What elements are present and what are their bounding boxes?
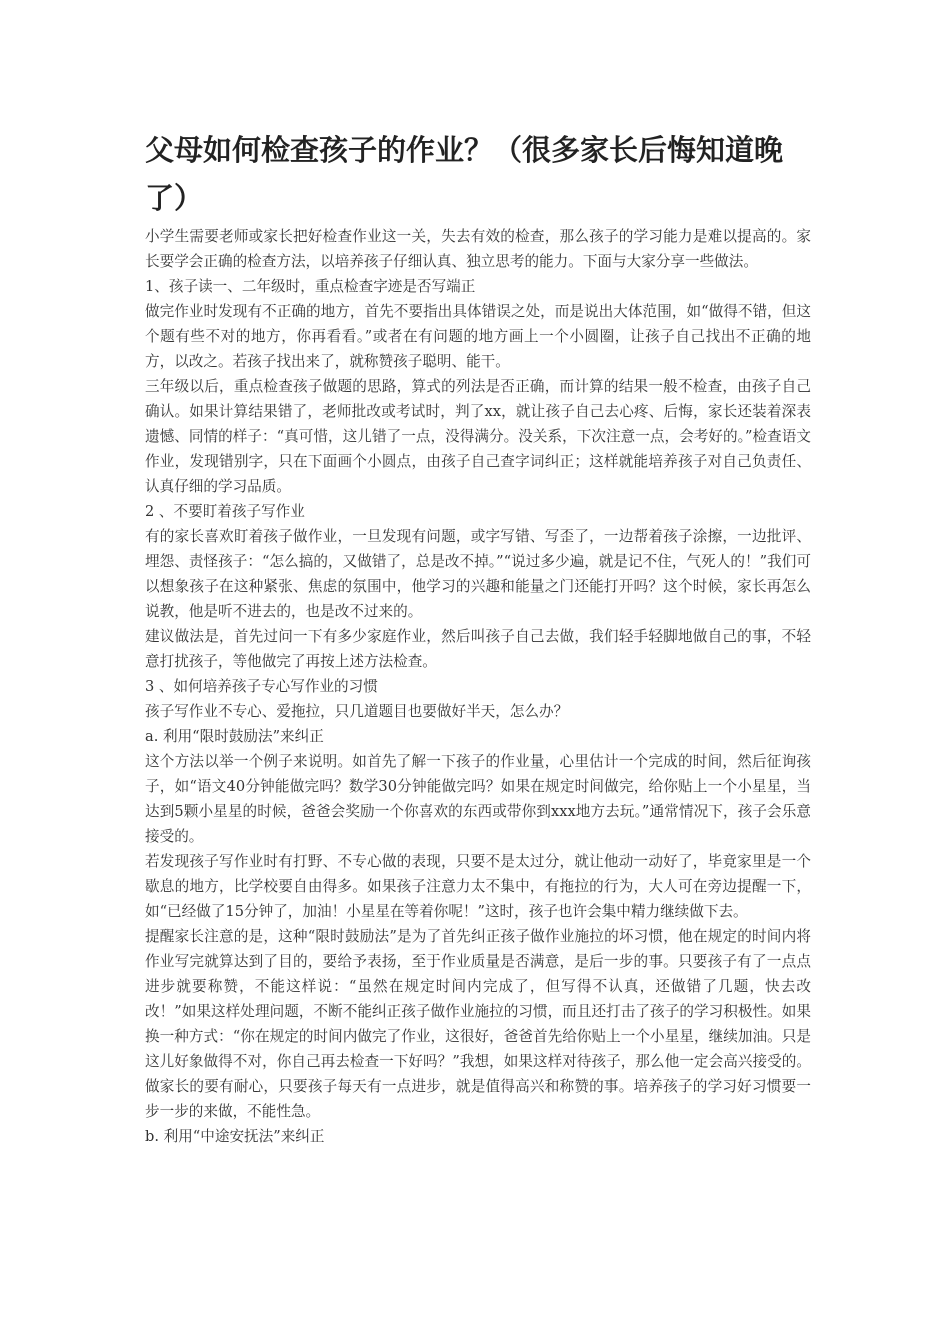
body-paragraph: 有的家长喜欢盯着孩子做作业，一旦发现有问题，或字写错、写歪了，一边帮着孩子涂擦，一边批评、埋怨、责怪孩子：“怎么搞的，又做错了，总是改不掉。”“说过多少遍，就是记不住，气死人的！”我们可以想象孩子在这种紧张、焦虑的氛围中，他学习的兴趣和能量之门还能打开吗？这个时候，家长再怎么说教，他是听不进去的，也是改不过来的。 [145, 528, 811, 620]
document-title: 父母如何检查孩子的作业？（很多家长后悔知道晚了） [145, 133, 784, 215]
body-paragraph: 这个方法以举一个例子来说明。如首先了解一下孩子的作业量，心里估计一个完成的时间，然后征询孩子，如“语文40分钟能做完吗？数学30分钟能做完吗？如果在规定时间做完，给你贴上一个小星星，当达到5颗小星星的时候，爸爸会奖励一个你喜欢的东西或带你到xxx地方去玩。”通常情况下，孩子会乐意接受的。 [145, 753, 811, 845]
body-paragraph: 提醒家长注意的是，这种“限时鼓励法”是为了首先纠正孩子做作业施拉的坏习惯，他在规定的时间内将作业写完就算达到了目的，要给予表扬，至于作业质量是否满意，是后一步的事。只要孩子有了一点点进步就要称赞，不能这样说：“虽然在规定时间内完成了，但写得不认真，还做错了几题，快去改改！”如果这样处理问题，不断不能纠正孩子做作业施拉的习惯，而且还打击了孩子的学习积极性。如果换一种方式：“你在规定的时间内做完了作业，这很好，爸爸首先给你贴上一个小星星，继续加油。只是这儿好象做得不对，你自己再去检查一下好吗？”我想，如果这样对待孩子，那么他一定会高兴接受的。做家长的要有耐心，只要孩子每天有一点进步，就是值得高兴和称赞的事。培养孩子的学习好习惯要一步一步的来做，不能性急。 [145, 928, 811, 1120]
section-heading-3: 3 、如何培养孩子专心写作业的习惯 [145, 678, 378, 695]
body-paragraph: 若发现孩子写作业时有打野、不专心做的表现，只要不是太过分，就让他动一动好了，毕竟家里是一个歇息的地方，比学校要自由得多。如果孩子注意力太不集中，有拖拉的行为，大人可在旁边提醒一下，如“已经做了15分钟了，加油！小星星在等着你呢！”这时，孩子也许会集中精力继续做下去。 [145, 853, 811, 920]
document-page [145, 126, 811, 1149]
intro-paragraph: 小学生需要老师或家长把好检查作业这一关，失去有效的检查，那么孩子的学习能力是难以提高的。家长要学会正确的检查方法，以培养孩子仔细认真、独立思考的能力。下面与大家分享一些做法。 [145, 228, 811, 270]
body-paragraph: 孩子写作业不专心、爱拖拉，只几道题目也要做好半天，怎么办？ [145, 703, 569, 720]
section-heading-1: 1、孩子读一、二年级时，重点检查字迹是否写端正 [145, 278, 476, 295]
section-heading-2: 2 、不要盯着孩子写作业 [145, 503, 305, 520]
subsection-heading-b: b. 利用“中途安抚法”来纠正 [145, 1128, 325, 1145]
subsection-heading-a: a. 利用“限时鼓励法”来纠正 [145, 728, 324, 745]
body-paragraph: 建议做法是，首先过问一下有多少家庭作业，然后叫孩子自己去做，我们轻手轻脚地做自己的事，不轻意打扰孩子，等他做完了再按上述方法检查。 [145, 628, 811, 670]
body-paragraph: 三年级以后，重点检查孩子做题的思路，算式的列法是否正确，而计算的结果一般不检查，由孩子自己确认。如果计算结果错了，老师批改或考试时，判了xx，就让孩子自己去心疼、后悔，家长还装着深表遗憾、同情的样子：“真可惜，这儿错了一点，没得满分。没关系，下次注意一点，会考好的。”检查语文作业，发现错别字，只在下面画个小圆点，由孩子自己查字词纠正；这样就能培养孩子对自己负责任、认真仔细的学习品质。 [145, 378, 811, 495]
body-paragraph: 做完作业时发现有不正确的地方，首先不要指出具体错误之处，而是说出大体范围，如“做得不错，但这个题有些不对的地方，你再看看。”或者在有问题的地方画上一个小圆圈，让孩子自己找出不正确的地方，以改之。若孩子找出来了，就称赞孩子聪明、能干。 [145, 303, 811, 370]
